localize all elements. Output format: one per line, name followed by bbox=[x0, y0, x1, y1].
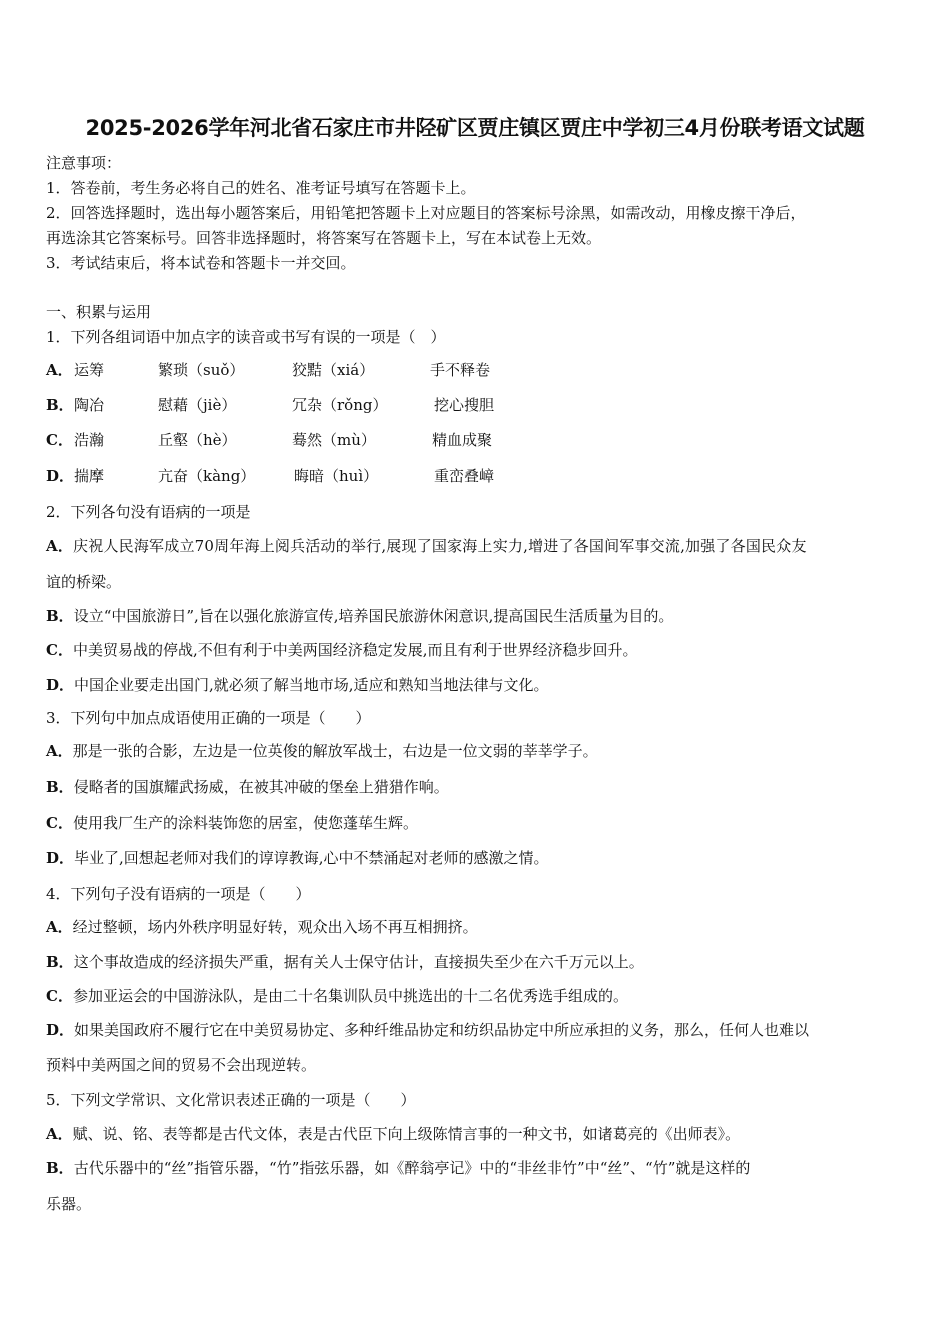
q1-option-a[interactable] bbox=[46, 360, 926, 380]
option-label: A． bbox=[46, 1125, 73, 1143]
notice-item-3: 3．考试结束后，将本试卷和答题卡一并交回。 bbox=[46, 254, 356, 272]
word-4: 重峦叠嶂 bbox=[434, 467, 495, 485]
notice-item-2-cont: 再选涂其它答案标号。回答非选择题时，将答案写在答题卡上，写在本试卷上无效。 bbox=[46, 229, 602, 247]
option-label: B． bbox=[46, 396, 74, 414]
q4-option-b[interactable] bbox=[46, 952, 644, 972]
q5-option-b-cont: 乐器。 bbox=[46, 1195, 92, 1213]
notice-heading: 注意事项： bbox=[46, 154, 122, 172]
option-label: D． bbox=[46, 467, 75, 485]
word-2: 繁琐（suǒ） bbox=[158, 361, 245, 379]
option-text: 中美贸易战的停战,不但有利于中美两国经济稳定发展,而且有利于世界经济稳步回升。 bbox=[72, 641, 638, 659]
q1-option-b[interactable] bbox=[46, 395, 926, 415]
option-label: B． bbox=[46, 778, 74, 796]
word-1: 陶冶 bbox=[74, 396, 105, 414]
q1-stem: 1．下列各组词语中加点字的读音或书写有误的一项是（ ） bbox=[46, 328, 446, 346]
option-text: 侵略者的国旗耀武扬威，在被其冲破的堡垒上猎猎作响。 bbox=[73, 778, 449, 796]
q1-option-d[interactable] bbox=[46, 466, 926, 486]
word-2: 亢奋（kàng） bbox=[158, 467, 256, 485]
option-text: 设立“中国旅游日”,旨在以强化旅游宣传,培养国民旅游休闲意识,提高国民生活质量为目的。 bbox=[73, 607, 674, 625]
word-3: 蓦然（mù） bbox=[292, 431, 376, 449]
option-text: 这个事故造成的经济损失严重，据有关人士保守估计，直接损失至少在六千万元以上。 bbox=[73, 953, 644, 971]
option-label: A． bbox=[46, 742, 73, 760]
q3-option-a[interactable] bbox=[46, 741, 598, 761]
q3-option-b[interactable] bbox=[46, 777, 449, 797]
q1-option-c[interactable] bbox=[46, 430, 926, 450]
option-label: C． bbox=[46, 814, 73, 832]
option-label: C． bbox=[46, 987, 73, 1005]
word-1: 浩瀚 bbox=[74, 431, 105, 449]
option-label: D． bbox=[46, 1021, 75, 1039]
q2-option-a-cont: 谊的桥梁。 bbox=[46, 573, 122, 591]
word-1: 运筹 bbox=[74, 361, 105, 379]
word-3: 晦暗（huì） bbox=[294, 467, 379, 485]
notice-item-1: 1．答卷前，考生务必将自己的姓名、准考证号填写在答题卡上。 bbox=[46, 179, 476, 197]
section-heading: 一、积累与运用 bbox=[46, 303, 152, 321]
q3-option-d[interactable] bbox=[46, 848, 549, 868]
option-label: C． bbox=[46, 431, 73, 449]
option-label: A． bbox=[46, 361, 73, 379]
option-text: 使用我厂生产的涂料装饰您的居室，使您蓬荜生辉。 bbox=[72, 814, 418, 832]
option-label: B． bbox=[46, 953, 74, 971]
word-1: 揣摩 bbox=[74, 467, 105, 485]
word-4: 挖心搜胆 bbox=[434, 396, 495, 414]
q5-option-a[interactable] bbox=[46, 1124, 740, 1144]
option-text: 经过整顿，场内外秩序明显好转，观众出入场不再互相拥挤。 bbox=[72, 918, 478, 936]
q5-stem: 5．下列文学常识、文化常识表述正确的一项是（ ） bbox=[46, 1091, 416, 1109]
option-text: 庆祝人民海军成立70周年海上阅兵活动的举行,展现了国家海上实力,增进了各国间军事交流,加强了各国民众友 bbox=[73, 537, 807, 555]
q2-option-c[interactable] bbox=[46, 640, 638, 660]
option-text: 赋、说、铭、表等都是古代文体，表是古代臣下向上级陈情言事的一种文书，如诸葛亮的《出师表》。 bbox=[72, 1125, 741, 1143]
option-text: 如果美国政府不履行它在中美贸易协定、多种纤维品协定和纺织品协定中所应承担的义务，那么，任何人也难以 bbox=[74, 1021, 810, 1039]
q2-option-b[interactable] bbox=[46, 606, 673, 626]
word-3: 冗杂（rǒng） bbox=[292, 396, 388, 414]
q2-option-d[interactable] bbox=[46, 675, 549, 695]
word-4: 精血成聚 bbox=[432, 431, 493, 449]
q3-stem: 3．下列句中加点成语使用正确的一项是（ ） bbox=[46, 709, 371, 727]
q2-stem: 2．下列各句没有语病的一项是 bbox=[46, 503, 251, 521]
q4-option-d[interactable] bbox=[46, 1020, 809, 1040]
option-label: A． bbox=[46, 537, 74, 555]
q4-option-a[interactable] bbox=[46, 917, 478, 937]
option-label: B． bbox=[46, 1159, 74, 1177]
option-text: 古代乐器中的“丝”指管乐器，“竹”指弦乐器，如《醉翁亭记》中的“非丝非竹”中“丝”、“竹”就是这样的 bbox=[73, 1159, 751, 1177]
q4-option-d-cont: 预料中美两国之间的贸易不会出现逆转。 bbox=[46, 1056, 317, 1074]
word-2: 丘壑（hè） bbox=[158, 431, 237, 449]
option-text: 参加亚运会的中国游泳队，是由二十名集训队员中挑选出的十二名优秀选手组成的。 bbox=[72, 987, 628, 1005]
q4-option-c[interactable] bbox=[46, 986, 628, 1006]
option-label: D． bbox=[46, 676, 75, 694]
q4-stem: 4．下列句子没有语病的一项是（ ） bbox=[46, 885, 311, 903]
option-label: B． bbox=[46, 607, 74, 625]
exam-title: 2025-2026学年河北省石家庄市井陉矿区贾庄镇区贾庄中学初三4月份联考语文试题 bbox=[85, 116, 865, 140]
option-label: C． bbox=[46, 641, 73, 659]
option-text: 那是一张的合影，左边是一位英俊的解放军战士，右边是一位文弱的莘莘学子。 bbox=[72, 742, 598, 760]
word-3: 狡黠（xiá） bbox=[292, 361, 375, 379]
word-4: 手不释卷 bbox=[430, 361, 491, 379]
q3-option-c[interactable] bbox=[46, 813, 418, 833]
option-label: D． bbox=[46, 849, 75, 867]
option-text: 毕业了,回想起老师对我们的谆谆教诲,心中不禁涌起对老师的感激之情。 bbox=[74, 849, 549, 867]
option-text: 中国企业要走出国门,就必须了解当地市场,适应和熟知当地法律与文化。 bbox=[74, 676, 549, 694]
word-2: 慰藉（jiè） bbox=[158, 396, 237, 414]
q5-option-b[interactable] bbox=[46, 1158, 750, 1178]
q2-option-a[interactable] bbox=[46, 536, 807, 556]
option-label: A． bbox=[46, 918, 73, 936]
notice-item-2: 2．回答选择题时，选出每小题答案后，用铅笔把答题卡上对应题目的答案标号涂黑，如需改动，用橡皮擦干净后， bbox=[46, 204, 806, 222]
